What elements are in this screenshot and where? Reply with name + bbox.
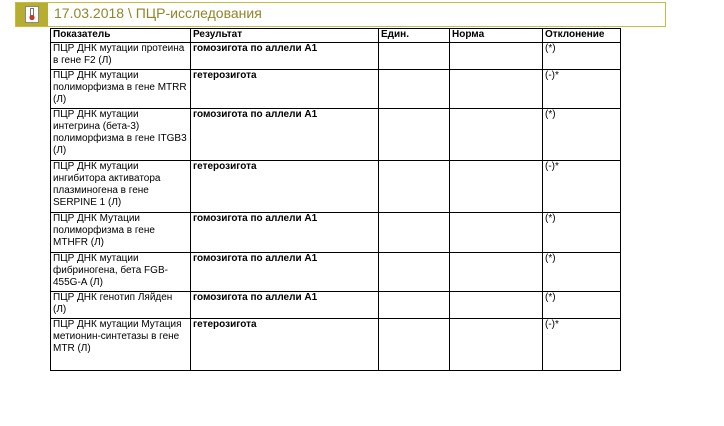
norm-cell: [450, 161, 543, 213]
header-icon-box: [16, 3, 48, 26]
indicator-cell: ПЦР ДНК Мутации полиморфизма в гене MTHFR (Л): [51, 213, 191, 253]
norm-cell: [450, 292, 543, 319]
section-header: [15, 2, 666, 27]
table-row: [51, 292, 621, 319]
column-header-norm: Норма: [450, 29, 543, 43]
table-row: [51, 161, 621, 213]
test-tube-icon-graphic: [27, 8, 37, 21]
results-table: [50, 28, 621, 371]
indicator-cell: ПЦР ДНК мутации ингибитора активатора плазминогена в гене SERPINE 1 (Л): [51, 161, 191, 213]
unit-cell: [379, 213, 450, 253]
column-header-result: Результат: [191, 29, 379, 43]
unit-cell: [379, 161, 450, 213]
deviation-cell: (*): [543, 253, 621, 292]
deviation-cell: (*): [543, 43, 621, 70]
column-header-deviation: Отклонение: [543, 29, 621, 43]
indicator-cell: ПЦР ДНК мутации фибриногена, бета FGB-455G-A (Л): [51, 253, 191, 292]
deviation-cell: (*): [543, 292, 621, 319]
deviation-cell: (*): [543, 213, 621, 253]
indicator-cell: ПЦР ДНК мутации Мутация метионин-синтетазы в гене MTR (Л): [51, 319, 191, 371]
table-row: [51, 70, 621, 109]
result-cell: гомозигота по аллели А1: [191, 253, 379, 292]
unit-cell: [379, 253, 450, 292]
norm-cell: [450, 109, 543, 161]
unit-cell: [379, 292, 450, 319]
table-header-row: [51, 29, 621, 43]
indicator-cell: ПЦР ДНК генотип Ляйден (Л): [51, 292, 191, 319]
norm-cell: [450, 319, 543, 371]
table-row: [51, 109, 621, 161]
indicator-cell: ПЦР ДНК мутации протеина в гене F2 (Л): [51, 43, 191, 70]
result-cell: гетерозигота: [191, 161, 379, 213]
table-row: [51, 43, 621, 70]
result-cell: гомозигота по аллели А1: [191, 213, 379, 253]
column-header-indicator: Показатель: [51, 29, 191, 43]
unit-cell: [379, 109, 450, 161]
result-cell: гетерозигота: [191, 319, 379, 371]
unit-cell: [379, 43, 450, 70]
table-row: [51, 213, 621, 253]
result-cell: гомозигота по аллели А1: [191, 109, 379, 161]
deviation-cell: (-)*: [543, 319, 621, 371]
norm-cell: [450, 70, 543, 109]
result-cell: гетерозигота: [191, 70, 379, 109]
header-title: 17.03.2018 \ ПЦР-исследования: [54, 5, 262, 21]
indicator-cell: ПЦР ДНК мутации интегрина (бета-3) полиморфизма в гене ITGB3 (Л): [51, 109, 191, 161]
deviation-cell: (*): [543, 109, 621, 161]
result-cell: гомозигота по аллели А1: [191, 292, 379, 319]
table-row: [51, 253, 621, 292]
deviation-cell: (-)*: [543, 161, 621, 213]
result-cell: гомозигота по аллели А1: [191, 43, 379, 70]
norm-cell: [450, 43, 543, 70]
table-row: [51, 319, 621, 371]
unit-cell: [379, 70, 450, 109]
column-header-unit: Един.: [379, 29, 450, 43]
test-tube-icon: [25, 6, 39, 23]
unit-cell: [379, 319, 450, 371]
norm-cell: [450, 253, 543, 292]
indicator-cell: ПЦР ДНК мутации полиморфизма в гене MTRR (Л): [51, 70, 191, 109]
deviation-cell: (-)*: [543, 70, 621, 109]
norm-cell: [450, 213, 543, 253]
